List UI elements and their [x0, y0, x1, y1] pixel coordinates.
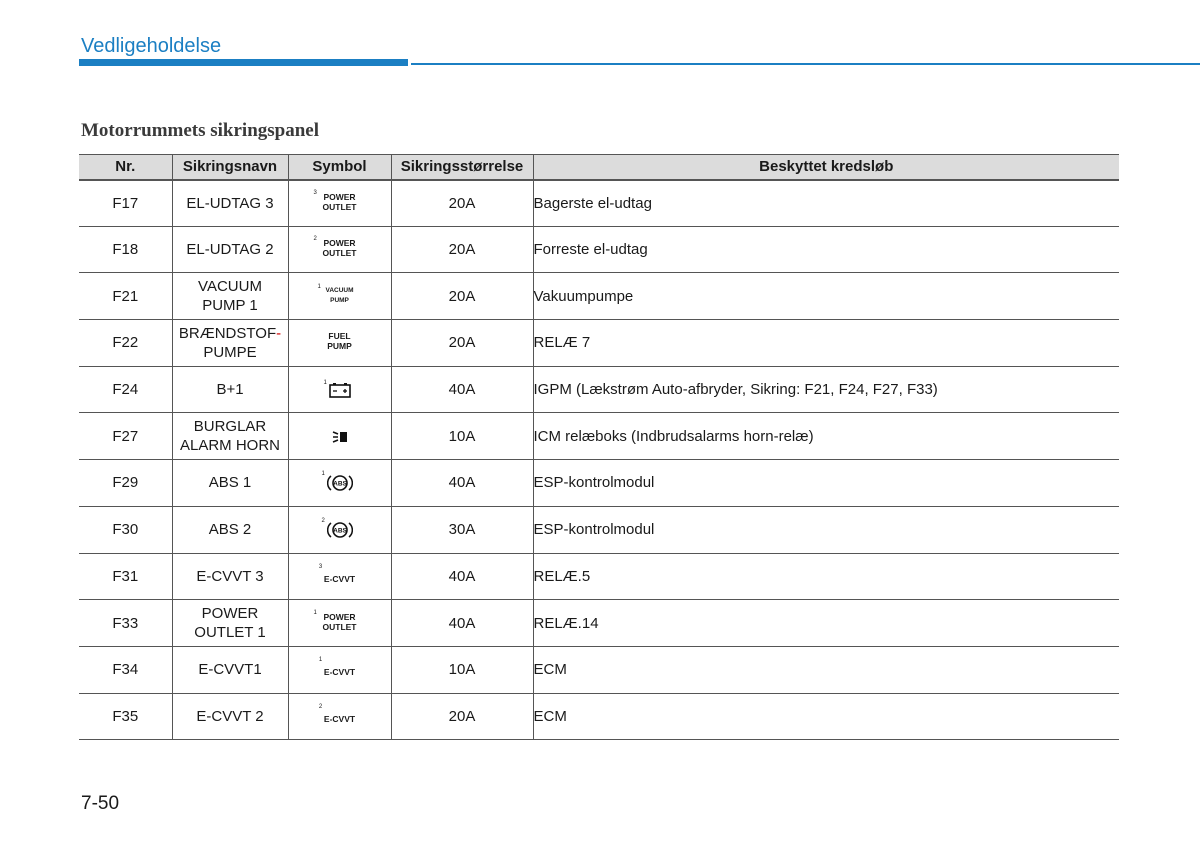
fuse-number: F27 — [79, 413, 172, 460]
fuse-size: 10A — [391, 413, 533, 460]
fuse-circuit: RELÆ.14 — [533, 600, 1119, 647]
vacuum-pump-icon: 1 VACUUM PUMP — [317, 283, 354, 304]
fuse-circuit: ECM — [533, 646, 1119, 693]
table-row — [79, 366, 1119, 413]
fuse-name: E-CVVT1 — [172, 646, 288, 693]
fuse-name: E-CVVT 3 — [172, 553, 288, 600]
fuse-size: 40A — [391, 553, 533, 600]
fuse-circuit: ESP-kontrolmodul — [533, 506, 1119, 553]
fuse-number: F18 — [79, 226, 172, 273]
fuse-circuit: ICM relæboks (Indbrudsalarms horn-relæ) — [533, 413, 1119, 460]
page-number: 7-50 — [81, 793, 120, 814]
fuse-name: B+1 — [172, 366, 288, 413]
fuse-name: ABS 2 — [172, 506, 288, 553]
fuse-size: 20A — [391, 273, 533, 320]
e-cvvt-icon: 3 E-CVVT — [318, 563, 356, 584]
fuse-name: VACUUM PUMP 1 — [172, 273, 288, 320]
fuse-circuit: IGPM (Lækstrøm Auto-afbryder, Sikring: F21, F24, F27, F33) — [533, 366, 1119, 413]
hyphen: - — [276, 324, 282, 342]
fuse-name: BURGLAR ALARM HORN — [172, 413, 288, 460]
power-outlet-icon: 1 POWER OUTLET — [313, 609, 357, 632]
fuse-circuit: RELÆ 7 — [533, 320, 1119, 367]
header-bar-thin — [411, 63, 1200, 65]
column-header-symbol: Symbol — [288, 155, 391, 180]
table-row — [79, 180, 1119, 227]
fuse-symbol — [288, 273, 391, 320]
fuse-circuit: ECM — [533, 693, 1119, 740]
table-row — [79, 320, 1119, 367]
svg-text:ABS: ABS — [332, 480, 347, 488]
table-row — [79, 506, 1119, 553]
table-row — [79, 460, 1119, 507]
table-row — [79, 226, 1119, 273]
fuse-circuit: Bagerste el-udtag — [533, 180, 1119, 227]
page-heading: Motorrummets sikringspanel — [81, 120, 320, 141]
fuse-size: 40A — [391, 366, 533, 413]
fuse-symbol — [288, 366, 391, 413]
fuse-size: 40A — [391, 600, 533, 647]
fuse-name: ABS 1 — [172, 460, 288, 507]
column-header-circuit: Beskyttet kredsløb — [533, 155, 1119, 180]
fuse-symbol — [288, 413, 391, 460]
svg-text:ABS: ABS — [332, 527, 347, 535]
table-row — [79, 646, 1119, 693]
fuse-size: 20A — [391, 226, 533, 273]
e-cvvt-icon: 2 E-CVVT — [318, 703, 356, 724]
abs-icon: 2 ABS — [327, 520, 353, 540]
fuse-size: 20A — [391, 180, 533, 227]
fuse-number: F17 — [79, 180, 172, 227]
fuse-table — [79, 154, 1119, 740]
fuse-name: EL-UDTAG 2 — [172, 226, 288, 273]
fuse-name — [172, 320, 288, 367]
table-row — [79, 273, 1119, 320]
fuse-size: 20A — [391, 693, 533, 740]
fuse-symbol — [288, 320, 391, 367]
fuse-symbol — [288, 600, 391, 647]
fuse-name: POWER OUTLET 1 — [172, 600, 288, 647]
fuse-symbol — [288, 693, 391, 740]
section-title: Vedligeholdelse — [81, 35, 222, 57]
fuse-circuit: Forreste el-udtag — [533, 226, 1119, 273]
fuse-size: 10A — [391, 646, 533, 693]
fuse-circuit: Vakuumpumpe — [533, 273, 1119, 320]
power-outlet-icon: 2 POWER OUTLET — [313, 236, 357, 259]
fuse-number: F29 — [79, 460, 172, 507]
fuse-symbol — [288, 553, 391, 600]
power-outlet-icon: 3 POWER OUTLET — [313, 189, 357, 212]
fuse-symbol — [288, 180, 391, 227]
fuse-number: F22 — [79, 320, 172, 367]
fuse-symbol — [288, 226, 391, 273]
fuse-circuit: RELÆ.5 — [533, 553, 1119, 600]
fuse-number: F24 — [79, 366, 172, 413]
fuse-size: 20A — [391, 320, 533, 367]
fuse-number: F21 — [79, 273, 172, 320]
abs-icon: 1 ABS — [327, 473, 353, 493]
battery-icon: 1 — [329, 382, 351, 398]
column-header-size: Sikringsstørrelse — [391, 155, 533, 180]
fuse-number: F33 — [79, 600, 172, 647]
fuse-number: F31 — [79, 553, 172, 600]
fuse-number: F30 — [79, 506, 172, 553]
e-cvvt-icon: 1 E-CVVT — [318, 657, 356, 678]
column-header-name: Sikringsnavn — [172, 155, 288, 180]
fuse-size: 40A — [391, 460, 533, 507]
horn-icon — [331, 429, 349, 445]
fuse-name-line2: PUMPE — [203, 343, 257, 361]
fuse-symbol — [288, 646, 391, 693]
fuse-number: F34 — [79, 646, 172, 693]
column-header-nr: Nr. — [79, 155, 172, 180]
fuse-symbol — [288, 506, 391, 553]
table-row — [79, 553, 1119, 600]
fuse-name-line1: BRÆNDSTOF — [178, 324, 277, 342]
table-row — [79, 600, 1119, 647]
header-bar-thick — [79, 59, 408, 66]
fuse-name: EL-UDTAG 3 — [172, 180, 288, 227]
table-row — [79, 413, 1119, 460]
fuse-name: E-CVVT 2 — [172, 693, 288, 740]
fuse-size: 30A — [391, 506, 533, 553]
fuel-pump-icon: FUEL PUMP — [327, 331, 352, 352]
table-row — [79, 693, 1119, 740]
table-header-row — [79, 155, 1119, 180]
fuse-circuit: ESP-kontrolmodul — [533, 460, 1119, 507]
fuse-symbol — [288, 460, 391, 507]
fuse-number: F35 — [79, 693, 172, 740]
